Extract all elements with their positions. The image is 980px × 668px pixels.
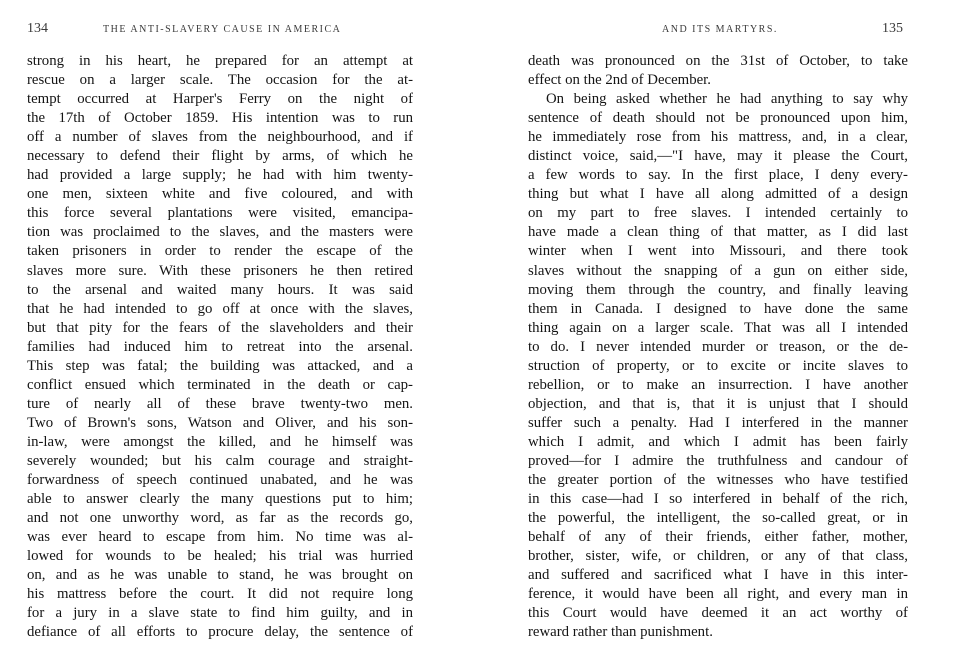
text-line: moving them through the country, and finally leaving bbox=[528, 281, 908, 298]
text-line: able to answer clearly the many questions put to him; bbox=[27, 491, 413, 508]
text-line: this Court would have deemed it an act worthy of bbox=[528, 605, 908, 622]
text-line: the 17th of October 1859. His intention was to run bbox=[27, 110, 413, 127]
text-line: and suffered and sacrificed what I have in this inter- bbox=[528, 567, 908, 584]
text-line: on, and as he was unable to stand, he was brought on bbox=[27, 567, 413, 584]
text-line: in-law, were amongst the killed, and he himself was bbox=[27, 433, 413, 450]
text-line: This step was fatal; the building was attacked, and a bbox=[27, 357, 413, 374]
running-head: THE ANTI-SLAVERY CAUSE IN AMERICA bbox=[103, 24, 342, 35]
text-line: he immediately rose from his mattress, and, in a clear, bbox=[528, 129, 908, 146]
text-line: severely wounded; but his calm courage and straight- bbox=[27, 452, 413, 469]
text-line: rebellion, or to make an insurrection. I have another bbox=[528, 376, 908, 393]
text-line: one men, sixteen white and five coloured, and with bbox=[27, 186, 413, 203]
text-line: distinct voice, said,—"I have, may it please the Court, bbox=[528, 148, 908, 165]
text-line: but that pity for the fears of the slaveholders and their bbox=[27, 319, 413, 336]
body-text bbox=[528, 52, 908, 642]
text-line: necessary to defend their flight by arms, of which he bbox=[27, 148, 413, 165]
text-line: On being asked whether he had anything to say why bbox=[546, 91, 908, 108]
text-line: have made a clean thing of that matter, as I did last bbox=[528, 224, 908, 241]
text-line: to do. I never intended murder or treason, or the de- bbox=[528, 338, 908, 355]
text-line: rescue on a larger scale. The occasion for the at- bbox=[27, 72, 413, 89]
running-head: AND ITS MARTYRS. bbox=[662, 24, 778, 35]
text-line: families had induced him to retreat into the arsenal. bbox=[27, 338, 413, 355]
text-line: them in Canada. I designed to have done the same bbox=[528, 300, 908, 317]
text-line: sentence of death should not be pronounced upon him, bbox=[528, 110, 908, 127]
text-line: on my part to free slaves. I intended certainly to bbox=[528, 205, 908, 222]
page-number: 135 bbox=[882, 21, 903, 36]
text-line: strong in his heart, he prepared for an attempt at bbox=[27, 53, 413, 69]
text-line: Two of Brown's sons, Watson and Oliver, and his son- bbox=[27, 414, 413, 431]
text-line: winter when I went into Missouri, and there took bbox=[528, 243, 908, 260]
text-line: slaves more sure. With these prisoners he then retired bbox=[27, 262, 413, 279]
text-line: behalf of any of their friends, either father, mother, bbox=[528, 529, 908, 546]
text-line: and not one unworthy word, as far as the records go, bbox=[27, 510, 413, 527]
text-line: ference, it would have been all right, and every man in bbox=[528, 586, 908, 603]
text-line: that he had intended to go off at once with the slaves, bbox=[27, 300, 413, 317]
body-text bbox=[27, 52, 413, 642]
text-line: this force several plantations were visited, emancipa- bbox=[27, 205, 413, 222]
text-line: proved—for I admire the truthfulness and candour of bbox=[528, 452, 908, 469]
page-number: 134 bbox=[27, 21, 48, 36]
text-line: brother, sister, wife, or children, or any of that class, bbox=[528, 548, 908, 565]
text-line: the greater portion of the witnesses who have testified bbox=[528, 472, 908, 489]
text-line: defiance of all efforts to procure delay, the sentence of bbox=[27, 624, 413, 641]
text-line: for a jury in a slave state to find him guilty, and in bbox=[27, 605, 413, 622]
text-line: ture of nearly all of these brave twenty-two men. bbox=[27, 395, 413, 412]
text-line: struction of property, or to excite or incite slaves to bbox=[528, 357, 908, 374]
text-line: effect on the 2nd of December. bbox=[528, 72, 711, 89]
text-line: in this case—had I so interfered in behalf of the rich, bbox=[528, 491, 908, 508]
text-line: lowed for wounds to be healed; his trial was hurried bbox=[27, 548, 413, 565]
text-line: tion was proclaimed to the slaves, and the masters were bbox=[27, 224, 413, 241]
text-line: his mattress before the court. It did not require long bbox=[27, 586, 413, 603]
text-line: objection, and that is, that it is unjust that I should bbox=[528, 395, 908, 412]
text-line: thing but what I have all along admitted of a design bbox=[528, 186, 908, 203]
text-line: off a number of slaves from the neighbourhood, and if bbox=[27, 129, 413, 146]
text-line: forwardness of speech continued unabated, and he was bbox=[27, 472, 413, 489]
text-line: death was pronounced on the 31st of October, to take bbox=[528, 53, 908, 69]
text-line: to the arsenal and waited many hours. It was said bbox=[27, 281, 413, 298]
text-line: suffer such a penalty. Had I interfered in the manner bbox=[528, 414, 908, 431]
text-line: was ever heard to escape from him. No time was al- bbox=[27, 529, 413, 546]
text-line: taken prisoners in order to render the escape of the bbox=[27, 243, 413, 260]
text-line: tempt occurred at Harper's Ferry on the night of bbox=[27, 91, 413, 108]
text-line: slaves without the snapping of a gun on either side, bbox=[528, 262, 908, 279]
text-line: a few words to say. In the first place, I deny every- bbox=[528, 167, 908, 184]
text-line: the powerful, the intelligent, the so-called great, or in bbox=[528, 510, 908, 527]
text-line: which I admit, and which I admit has been fairly bbox=[528, 433, 908, 450]
text-line: thing again on a larger scale. That was all I intended bbox=[528, 319, 908, 336]
text-line: had provided a large supply; he had with him twenty- bbox=[27, 167, 413, 184]
text-line: conflict ensued which terminated in the death or cap- bbox=[27, 376, 413, 393]
right-page bbox=[490, 0, 980, 668]
text-line: reward rather than punishment. bbox=[528, 624, 713, 641]
